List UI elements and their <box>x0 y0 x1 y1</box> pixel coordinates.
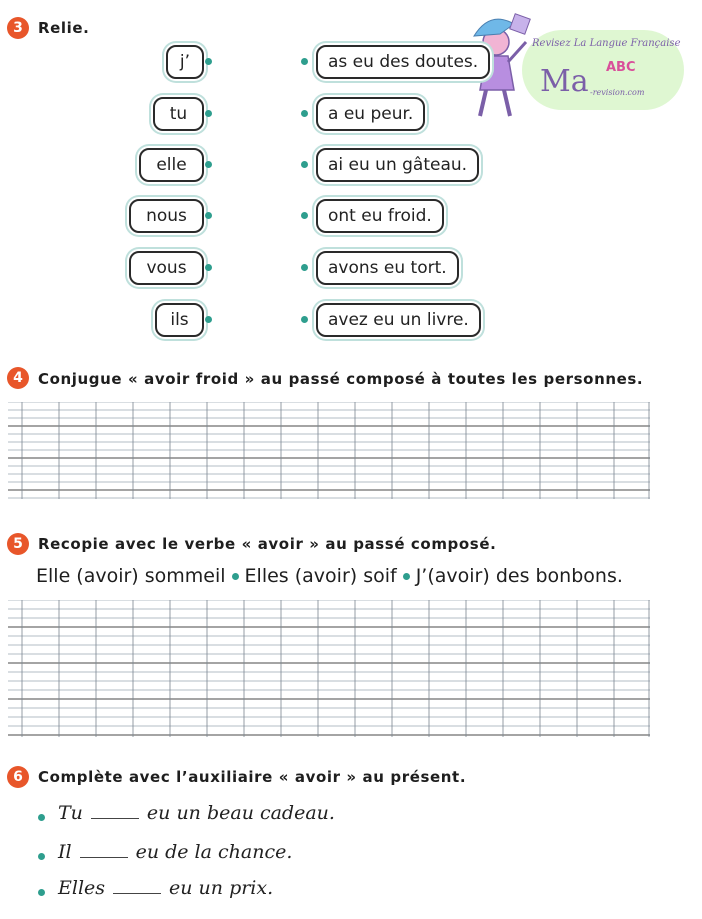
match-dot-left[interactable] <box>205 58 212 65</box>
separator-dot <box>403 573 410 580</box>
blank-input[interactable] <box>113 893 161 894</box>
match-dot-right[interactable] <box>301 161 308 168</box>
pronoun-pill[interactable]: elle <box>139 148 204 182</box>
ending-pill[interactable]: avez eu un livre. <box>316 303 481 337</box>
match-dot-right[interactable] <box>301 264 308 271</box>
exercise-5-title: Recopie avec le verbe « avoir » au passé composé. <box>38 535 497 553</box>
exercise-3-number: 3 <box>7 17 29 39</box>
pronoun-pill[interactable]: nous <box>129 199 204 233</box>
blank-input[interactable] <box>91 818 139 819</box>
exercise-6-number: 6 <box>7 766 29 788</box>
watermark-tagline: Revisez La Langue Française <box>532 38 681 49</box>
sentence-3: J’(avoir) des bonbons. <box>415 565 623 587</box>
match-dot-right[interactable] <box>301 212 308 219</box>
bullet-dot <box>38 889 45 896</box>
subject: Elles <box>58 877 106 899</box>
match-dot-left[interactable] <box>205 212 212 219</box>
exercise-6-title: Complète avec l’auxiliaire « avoir » au présent. <box>38 768 467 786</box>
ending-pill[interactable]: ai eu un gâteau. <box>316 148 479 182</box>
subject: Il <box>58 841 72 863</box>
pronoun-pill[interactable]: j’ <box>166 45 204 79</box>
ending-pill[interactable]: as eu des doutes. <box>316 45 490 79</box>
exercise-5-number: 5 <box>7 533 29 555</box>
match-dot-right[interactable] <box>301 58 308 65</box>
bullet-dot <box>38 853 45 860</box>
exercise-5-sentences <box>36 565 623 587</box>
exercise-4-number: 4 <box>7 367 29 389</box>
rest: eu de la chance. <box>135 841 293 863</box>
exercise-4-title: Conjugue « avoir froid » au passé composé à toutes les personnes. <box>38 370 644 388</box>
exercise-3-title: Relie. <box>38 19 90 37</box>
match-dot-left[interactable] <box>205 316 212 323</box>
sentence-2: Elles (avoir) soif <box>244 565 397 587</box>
ending-pill[interactable]: ont eu froid. <box>316 199 444 233</box>
watermark-site: -revision.com <box>590 88 645 97</box>
blank-input[interactable] <box>80 857 128 858</box>
fill-sentence-2 <box>58 841 292 863</box>
ending-pill[interactable]: avons eu tort. <box>316 251 459 285</box>
writing-grid-exercise-5[interactable] <box>8 600 650 737</box>
rest: eu un prix. <box>169 877 274 899</box>
match-dot-right[interactable] <box>301 110 308 117</box>
match-dot-left[interactable] <box>205 110 212 117</box>
fill-sentence-3 <box>58 877 273 899</box>
ending-pill[interactable]: a eu peur. <box>316 97 425 131</box>
subject: Tu <box>58 802 83 824</box>
match-dot-left[interactable] <box>205 264 212 271</box>
pronoun-pill[interactable]: vous <box>129 251 204 285</box>
separator-dot <box>232 573 239 580</box>
watermark-brand: Ma <box>540 64 589 99</box>
pronoun-pill[interactable]: tu <box>153 97 204 131</box>
match-dot-right[interactable] <box>301 316 308 323</box>
match-dot-left[interactable] <box>205 161 212 168</box>
bullet-dot <box>38 814 45 821</box>
rest: eu un beau cadeau. <box>146 802 335 824</box>
fill-sentence-1 <box>58 802 335 824</box>
watermark-abc: ABC <box>606 60 636 75</box>
pronoun-pill[interactable]: ils <box>155 303 204 337</box>
writing-grid-exercise-4[interactable] <box>8 402 650 499</box>
sentence-1: Elle (avoir) sommeil <box>36 565 226 587</box>
